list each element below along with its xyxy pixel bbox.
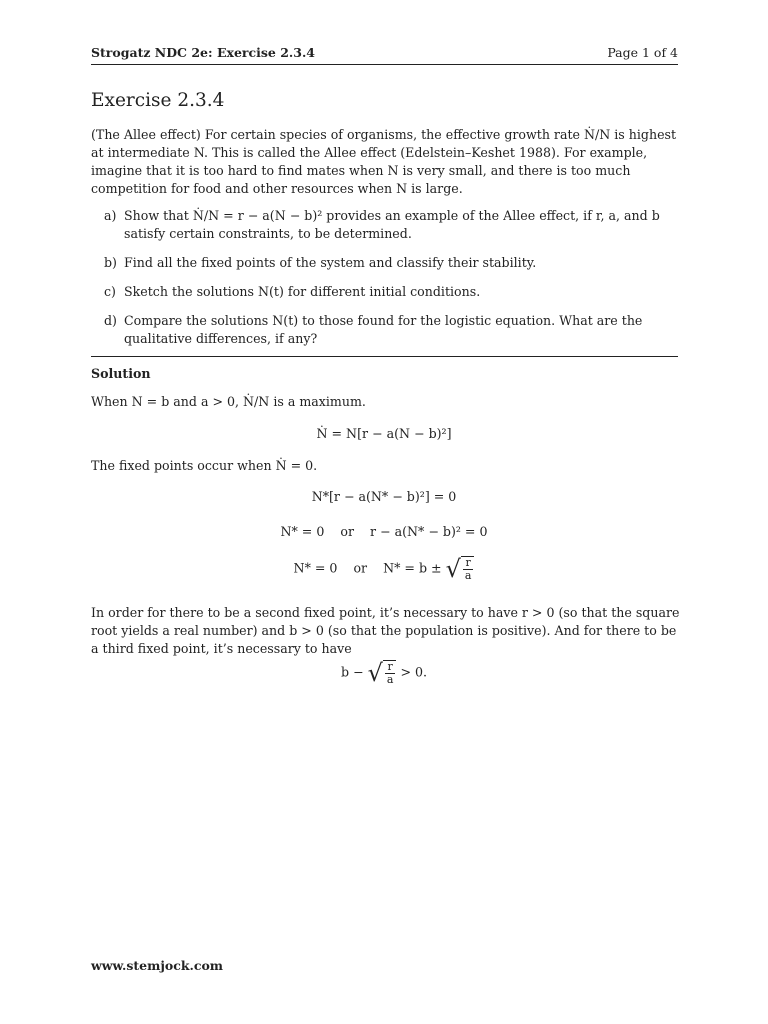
fraction-denominator: a <box>464 569 472 582</box>
equation-3-left: N* = 0 <box>280 524 325 539</box>
fraction-numerator: r <box>463 557 474 570</box>
equation-3 <box>0 524 768 539</box>
exercise-items <box>104 207 681 359</box>
equation-3-right: r − a(N* − b)² = 0 <box>370 524 488 539</box>
header-rule <box>91 64 678 65</box>
list-item <box>104 312 681 348</box>
exercise-heading: Exercise 2.3.4 <box>91 90 225 111</box>
solution-heading: Solution <box>91 366 151 381</box>
item-marker: d) <box>104 313 117 328</box>
solution-paragraph-3: In order for there to be a second fixed point, it’s necessary to have r > 0 (so that the square root yields a real number) and b > 0 (so that the population is positive). And for there to be a third fixed point, it’s necessary to have <box>91 605 680 656</box>
equation-5-right: > 0. <box>400 664 428 680</box>
equation-3-or: or <box>340 524 354 539</box>
solution-paragraph-2: The fixed points occur when Ṅ = 0. <box>91 458 318 473</box>
fraction-r-over-a <box>463 557 474 582</box>
solution-paragraph-1: When N = b and a > 0, Ṅ/N is a maximum. <box>91 394 366 409</box>
item-text: Show that Ṅ/N = r − a(N − b)² provides an example of the Allee effect, if r, a, and b satisfy certain constraints, to be determined. <box>124 208 660 241</box>
equation-2: N*[r − a(N* − b)²] = 0 <box>311 489 457 504</box>
equation-4-or: or <box>353 560 368 576</box>
equation-5 <box>0 660 768 686</box>
equation-4 <box>0 556 768 582</box>
list-item <box>104 254 681 272</box>
section-divider <box>91 356 678 357</box>
page-number: Page 1 of 4 <box>607 45 678 60</box>
fraction-numerator: r <box>385 661 396 674</box>
list-item <box>104 207 681 243</box>
sqrt-symbol: √ $\frac{r}{a}$ <box>368 660 397 686</box>
item-text: Find all the fixed points of the system and classify their stability. <box>124 255 537 270</box>
item-marker: a) <box>104 208 117 223</box>
equation-4-left: N* = 0 <box>293 560 338 576</box>
fraction-denominator: a <box>386 673 394 686</box>
equation-4-right: N* = b ± <box>383 560 442 576</box>
page-header <box>91 45 678 61</box>
item-marker: b) <box>104 255 117 270</box>
fraction-r-over-a <box>385 661 396 686</box>
item-text: Sketch the solutions N(t) for different initial conditions. <box>124 284 481 299</box>
header-title: Strogatz NDC 2e: Exercise 2.3.4 <box>91 45 315 60</box>
list-item <box>104 283 681 301</box>
exercise-intro: (The Allee effect) For certain species of organisms, the effective growth rate Ṅ/N is highest at intermediate N. This is called the Allee effect (Edelstein–Keshet 1988). For example, imagine that it is too hard to find mates when N is very small, and there is too much competition for food and other resources when N is large. <box>91 127 677 196</box>
equation-5-left: b − <box>340 664 364 680</box>
item-text: Compare the solutions N(t) to those found for the logistic equation. What are the qualitative differences, if any? <box>124 313 643 346</box>
equation-1: Ṅ = N[r − a(N − b)²] <box>316 426 452 441</box>
sqrt-symbol: √ $\frac{r}{a}$ <box>446 556 475 582</box>
footer-site-link[interactable]: www.stemjock.com <box>91 958 224 973</box>
item-marker: c) <box>104 284 116 299</box>
